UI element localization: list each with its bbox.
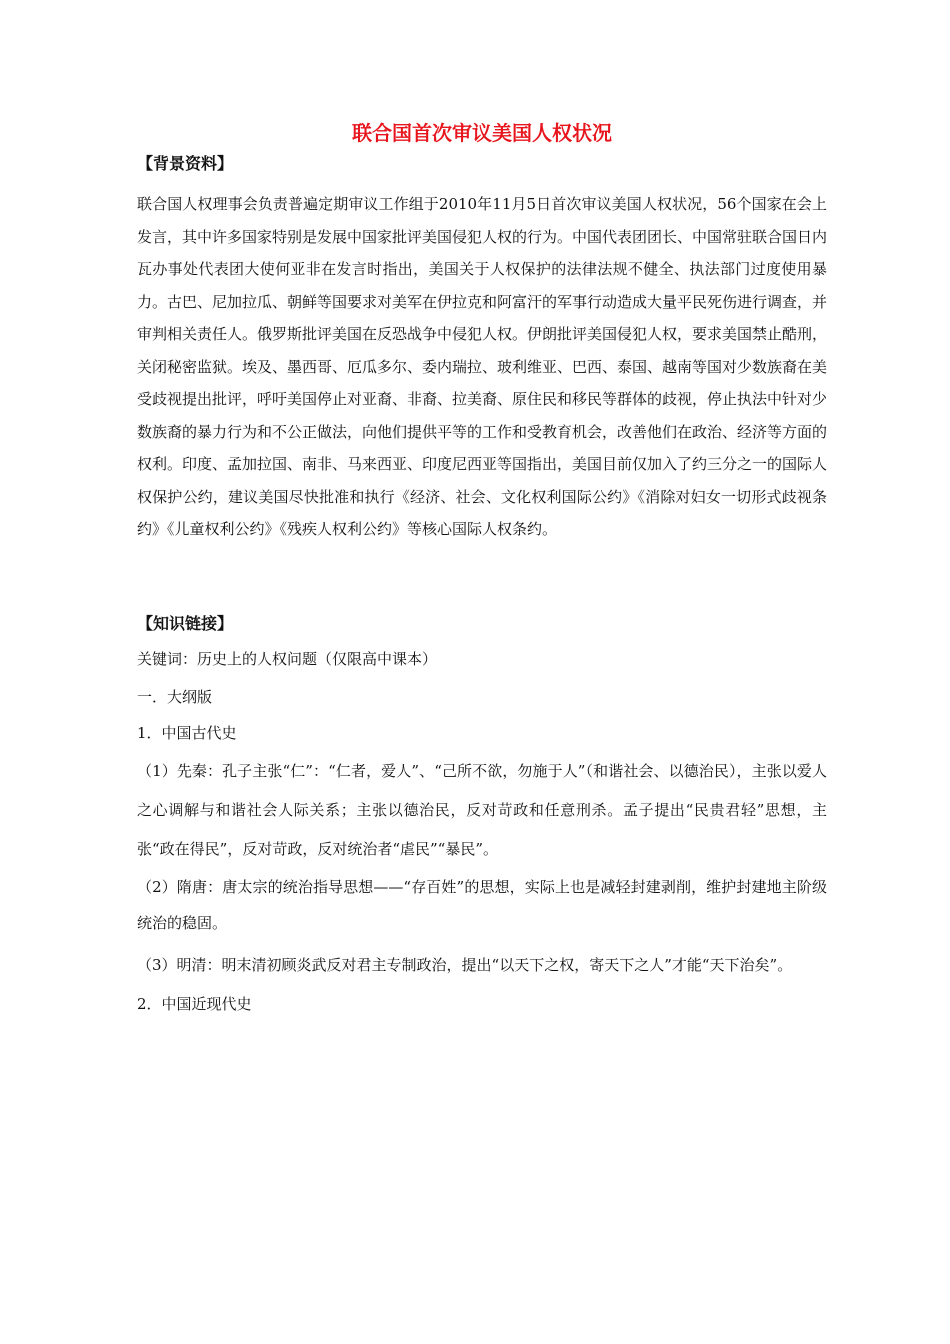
document-page: [137, 118, 827, 1019]
section-heading-background: 【背景资料】: [137, 154, 234, 173]
background-paragraph: 联合国人权理事会负责普遍定期审议工作组于2010年11月5日首次审议美国人权状况，56个国家在会上发言，其中许多国家特别是发展中国家批评美国侵犯人权的行为。中国代表团团长、中国常驻联合国日内瓦办事处代表团大使何亚非在发言时指出，美国关于人权保护的法律法规不健全、执法部门过度使用暴力。古巴、尼加拉瓜、朝鲜等国要求对美军在伊拉克和阿富汗的军事行动造成大量平民死伤进行调查，并审判相关责任人。俄罗斯批评美国在反恐战争中侵犯人权。伊朗批评美国侵犯人权，要求美国禁止酷刑，关闭秘密监狱。埃及、墨西哥、厄瓜多尔、委内瑞拉、玻利维亚、巴西、泰国、越南等国对少数族裔在美受歧视提出批评，呼吁美国停止对亚裔、非裔、拉美裔、原住民和移民等群体的歧视，停止执法中针对少数族裔的暴力行为和不公正做法，向他们提供平等的工作和受教育机会，改善他们在政治、经济等方面的权利。印度、孟加拉国、南非、马来西亚、印度尼西亚等国指出，美国目前仅加入了约三分之一的国际人权保护公约，建议美国尽快批准和执行《经济、社会、文化权利国际公约》《消除对妇女一切形式歧视条约》《儿童权利公约》《残疾人权利公约》等核心国际人权条约。: [137, 195, 828, 538]
section-spacer: [137, 546, 827, 610]
subsection-modern-history: 2．中国近现代史: [137, 994, 252, 1013]
section-heading-knowledge: 【知识链接】: [137, 613, 234, 633]
background-section: [137, 150, 827, 546]
item-ming-qing: （3）明清：明末清初顾炎武反对君主专制政治，提出“以天下之权，寄天下之人”才能“天下治矣”。: [137, 955, 793, 974]
outline-label: 一．大纲版: [137, 687, 213, 706]
item-pre-qin: （1）先秦：孔子主张“仁”：“仁者，爱人”、“己所不欲，勿施于人”（和谐社会、以德治民），主张以爱人之心调解与和谐社会人际关系；主张以德治民，反对苛政和任意刑杀。孟子提出“民贵君轻”思想，主张“政在得民”，反对苛政，反对统治者“虐民”“暴民”。: [137, 761, 827, 858]
subsection-ancient-history: 1．中国古代史: [137, 723, 237, 742]
document-title: 联合国首次审议美国人权状况: [352, 121, 612, 145]
item-sui-tang: （2）隋唐：唐太宗的统治指导思想——“存百姓”的思想，实际上也是减轻封建剥削，维护封建地主阶级统治的稳固。: [137, 877, 827, 932]
keywords-line: 关键词：历史上的人权问题（仅限高中课本）: [137, 649, 438, 668]
knowledge-section: [137, 610, 827, 1019]
